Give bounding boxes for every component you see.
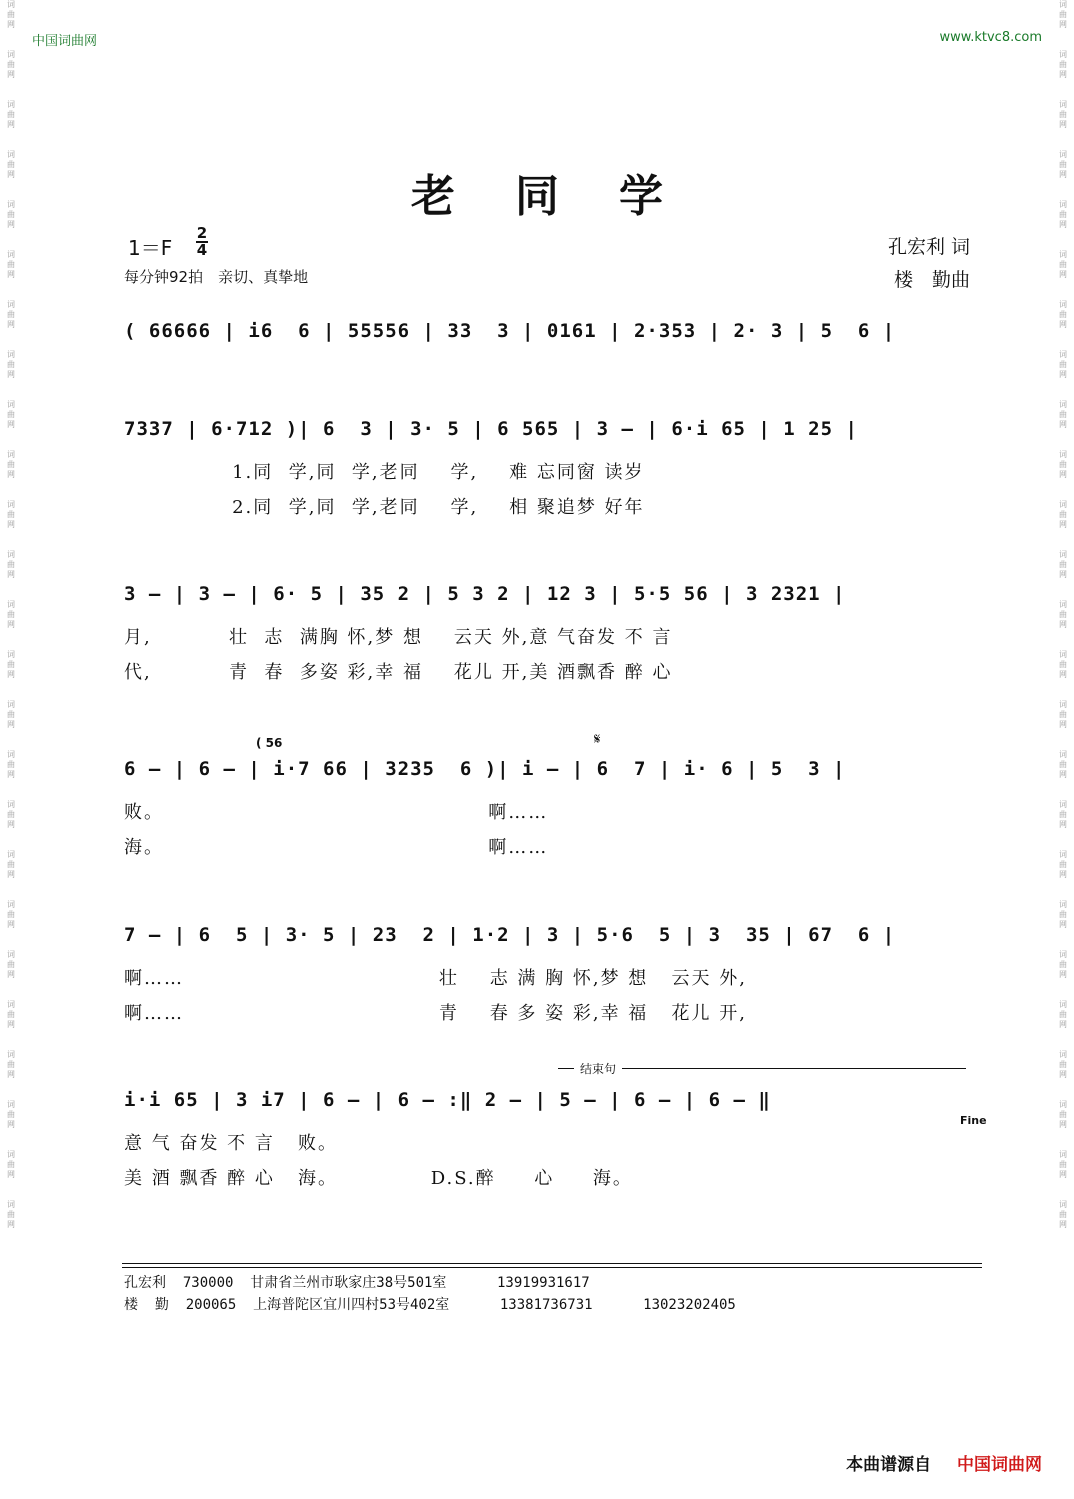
- lyrics-verse-1: 1.同 学,同 学,老同 学, 难 忘同窗 读岁: [124, 462, 645, 483]
- lyrics-verse-1: 月, 壮 志 满胸 怀,梦 想 云天 外,意 气奋发 不 言: [124, 627, 673, 648]
- contact-lyricist: 孔宏利 730000 甘肃省兰州市耿家庄38号501室 13919931617: [124, 1275, 590, 1291]
- side-watermark-right: 词 曲 网 词 曲 网 词 曲 网 词 曲 网 词 曲 网 词 曲 网 词 曲 网 词 曲 网 词 曲 网 词 曲 网 词 曲 网 词 曲 网 词 曲 网 词 曲 网 词 曲 网 词 曲 网 词 曲 网 词 曲 网 词 曲 网 词 曲 网 词 曲 网 词 曲 网 词 曲 网 词 曲 网 词 曲 网: [1059, 0, 1067, 1229]
- time-signature-top: 2: [196, 224, 208, 242]
- notation-row: ( 66666 | i6 6 | 55556 | 33 3 | 0161 | 2·353 | 2· 3 | 5 6 |: [124, 320, 896, 342]
- ending-label: 结束句: [574, 1060, 622, 1077]
- site-url-header[interactable]: www.ktvc8.com: [939, 30, 1042, 45]
- time-signature-bottom: 4: [196, 241, 208, 259]
- segno-sign: 𝄋: [594, 730, 601, 748]
- footer-brand-link[interactable]: 中国词曲网: [957, 1455, 1042, 1475]
- source-footer: [846, 1450, 1042, 1475]
- composer-credit: 楼 勤曲: [893, 269, 970, 291]
- pickup-notes: ( 56: [256, 736, 283, 750]
- lyrics-verse-2: 啊…… 青 春 多 姿 彩,幸 福 花儿 开,: [124, 1003, 747, 1024]
- notation-row: 7337 | 6·712 )| 6 3 | 3· 5 | 6 565 | 3 — | 6·i 65 | 1 25 |: [124, 418, 858, 440]
- footer-prefix: 本曲谱源自: [846, 1455, 932, 1475]
- lyrics-verse-1: 败。 啊……: [124, 802, 549, 823]
- lyrics-verse-2: 代, 青 春 多姿 彩,幸 福 花儿 开,美 酒飘香 醉 心: [124, 662, 673, 683]
- key-signature: 1＝F: [128, 236, 173, 260]
- time-signature: [196, 226, 208, 258]
- fine-marking: Fine: [960, 1114, 987, 1127]
- divider: [122, 1263, 982, 1264]
- notation-row: 7 — | 6 5 | 3· 5 | 23 2 | 1·2 | 3 | 5·6 5 | 3 35 | 67 6 |: [124, 924, 896, 946]
- site-name-header[interactable]: 中国词曲网: [32, 34, 98, 49]
- notation-row: 3 — | 3 — | 6· 5 | 35 2 | 5 3 2 | 12 3 | 5·5 56 | 3 2321 |: [124, 583, 846, 605]
- side-watermark-left: 词 曲 网 词 曲 网 词 曲 网 词 曲 网 词 曲 网 词 曲 网 词 曲 网 词 曲 网 词 曲 网 词 曲 网 词 曲 网 词 曲 网 词 曲 网 词 曲 网 词 曲 网 词 曲 网 词 曲 网 词 曲 网 词 曲 网 词 曲 网 词 曲 网 词 曲 网 词 曲 网 词 曲 网 词 曲 网: [7, 0, 15, 1229]
- notation-row: i·i 65 | 3 i7 | 6 — | 6 — :‖ 2 — | 5 — | 6 — | 6 — ‖: [124, 1089, 771, 1111]
- lyrics-verse-1: 啊…… 壮 志 满 胸 怀,梦 想 云天 外,: [124, 968, 747, 989]
- lyrics-verse-1: 意 气 奋发 不 言 败。: [124, 1133, 339, 1154]
- contact-composer: 楼 勤 200065 上海普陀区宜川四村53号402室 13381736731 13023202405: [124, 1297, 736, 1313]
- song-title: 老同学: [411, 171, 723, 222]
- lyricist-credit: 孔宏利 词: [887, 236, 970, 258]
- lyrics-verse-2: 海。 啊……: [124, 837, 549, 858]
- lyrics-verse-2: 美 酒 飘香 醉 心 海。 D.S.醉 心 海。: [124, 1168, 633, 1189]
- lyrics-verse-2: 2.同 学,同 学,老同 学, 相 聚追梦 好年: [124, 497, 645, 518]
- divider: [122, 1267, 982, 1268]
- tempo-marking: 每分钟92拍 亲切、真挚地: [124, 268, 309, 286]
- notation-row: 6 — | 6 — | i·7 66 | 3235 6 )| i — | 6 7 | i· 6 | 5 3 |: [124, 758, 846, 780]
